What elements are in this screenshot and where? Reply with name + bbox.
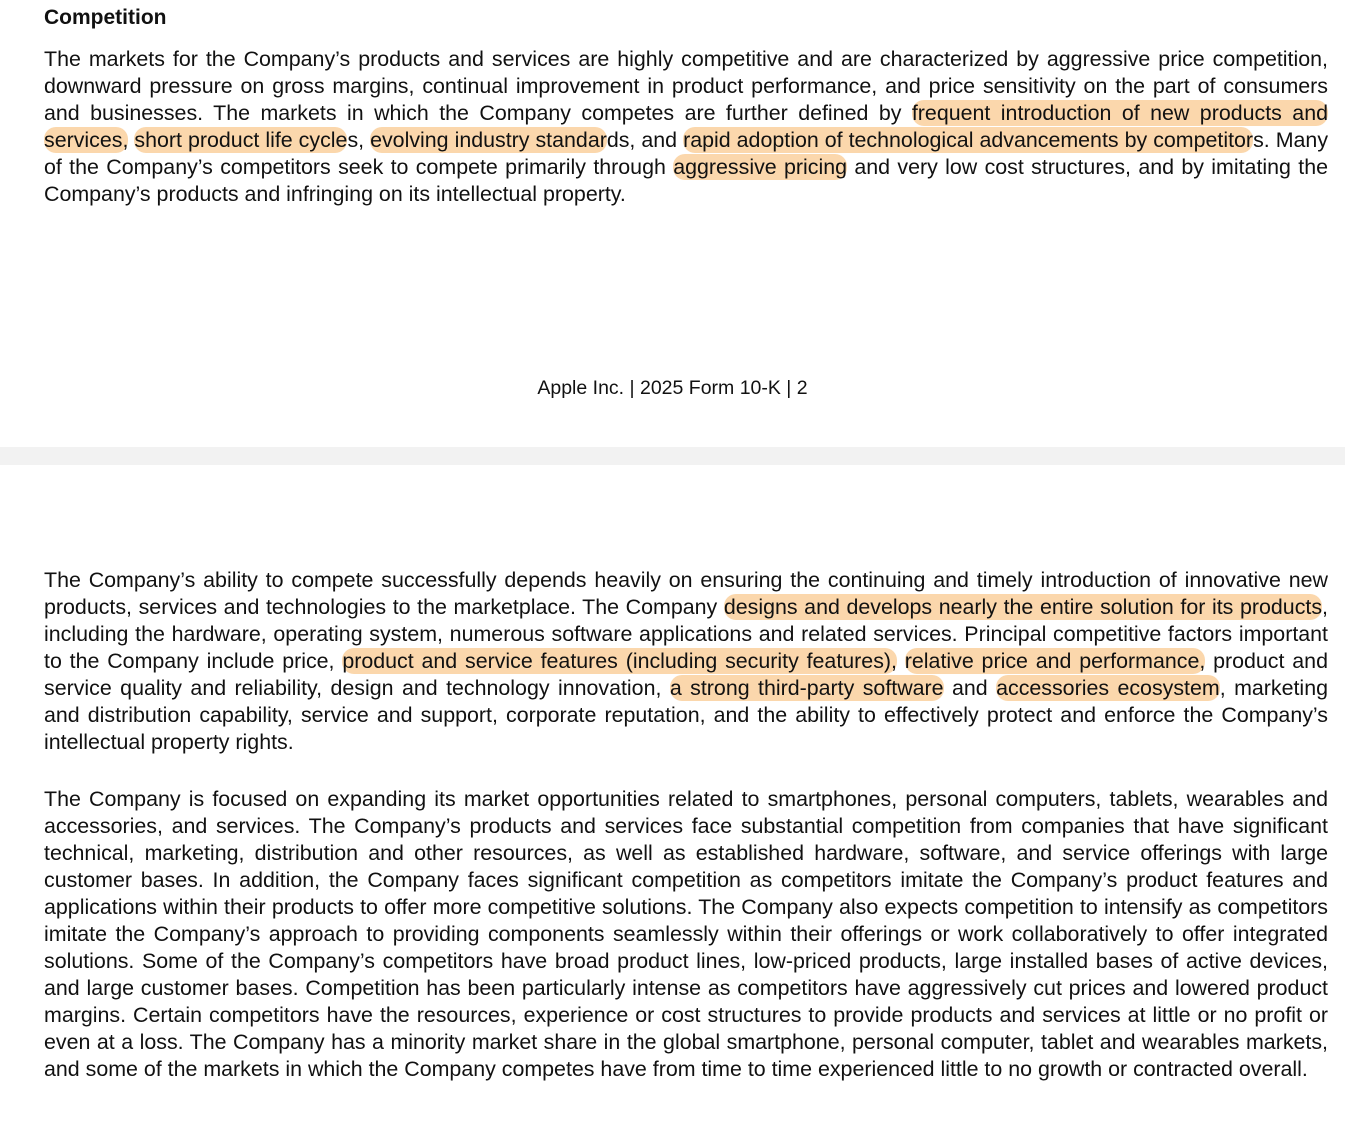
highlighted-text: evolving industry standar (370, 128, 607, 152)
highlighted-text: short product life cycle (134, 128, 348, 152)
paragraph-text: ds, and (606, 128, 684, 152)
highlighted-text: accessories ecosystem (996, 676, 1220, 700)
paragraph-text: The Company’s ability to compete successfully depends heavily on ensuring the continuing and timely introduction of innovative new products, services and technologies to the marketplace. The Company (44, 568, 1328, 619)
paragraph-text: The Company is focused on expanding its market opportunities related to smartphones, personal computers, tablets, wearables and accessories, and services. The Company’s products and services face substantial competition from companies that have significant technical, marketing, distribution and other resources, as well as established hardware, software, and service offerings with large customer bases. In addition, the Company faces significant competition as competitors imitate the Company’s product features and applications within their products to offer more competitive solutions. The Company also expects competition to intensify as competitors imitate the Company’s approach to providing components seamlessly within their offerings or work collaboratively to offer integrated solutions. Some of the Company’s competitors have broad product lines, low-priced products, large installed bases of active devices, and large customer bases. Competition has been particularly intense as competitors have aggressively cut prices and lowered product margins. Certain competitors have the resources, experience or cost structures to provide products and services at little or no profit or even at a loss. The Company has a minority market share in the global smartphone, personal computer, tablet and wearables markets, and some of the markets in which the Company competes have from time to time experienced little to no growth or contracted overall. (44, 787, 1328, 1081)
paragraph-text: product and service quality and reliability, design and technology innovation, (44, 649, 1328, 700)
document-page-bottom (0, 465, 1345, 1125)
paragraph-text (897, 649, 905, 673)
document-page-top (0, 0, 1345, 447)
highlighted-text: product and service features (including security features), (342, 649, 897, 673)
highlighted-text: frequent introduction of new products and services, (44, 101, 1328, 152)
competition-paragraph-2 (44, 567, 1328, 756)
highlighted-text: rapid adoption of technological advancements by competitor (683, 128, 1254, 152)
section-heading: Competition (44, 6, 167, 29)
page-divider (0, 447, 1345, 465)
paragraph-text: , including the hardware, operating system, numerous software applications and related services. Principal competitive factors important to the Company include price, (44, 595, 1328, 673)
page-footer: Apple Inc. | 2025 Form 10-K | 2 (537, 377, 808, 399)
competition-paragraph-3 (44, 786, 1328, 1083)
paragraph-text: The markets for the Company’s products and services are highly competitive and are characterized by aggressive price competition, downward pressure on gross margins, continual improvement in product performance, and price sensitivity on the part of consumers and businesses. The markets in which the Company competes are further defined by (44, 47, 1328, 125)
highlighted-text: designs and develops nearly the entire solution for its products (723, 595, 1323, 619)
paragraph-text: and very low cost structures, and by imitating the Company’s products and infringing on its intellectual property. (44, 155, 1329, 206)
paragraph-text: s, (347, 128, 371, 152)
highlighted-text: a strong third-party software (669, 676, 944, 700)
highlighted-text: relative price and performance, (904, 649, 1206, 673)
paragraph-text: s. Many of the Company’s competitors seek to compete primarily through (44, 128, 1329, 179)
paragraph-text: and (943, 676, 997, 700)
highlighted-text: aggressive pricing (673, 155, 848, 179)
paragraph-text: , marketing and distribution capability, service and support, corporate reputation, and the ability to effectively protect and enforce the Company’s intellectual property rights. (44, 676, 1328, 754)
competition-paragraph-1 (44, 46, 1328, 208)
